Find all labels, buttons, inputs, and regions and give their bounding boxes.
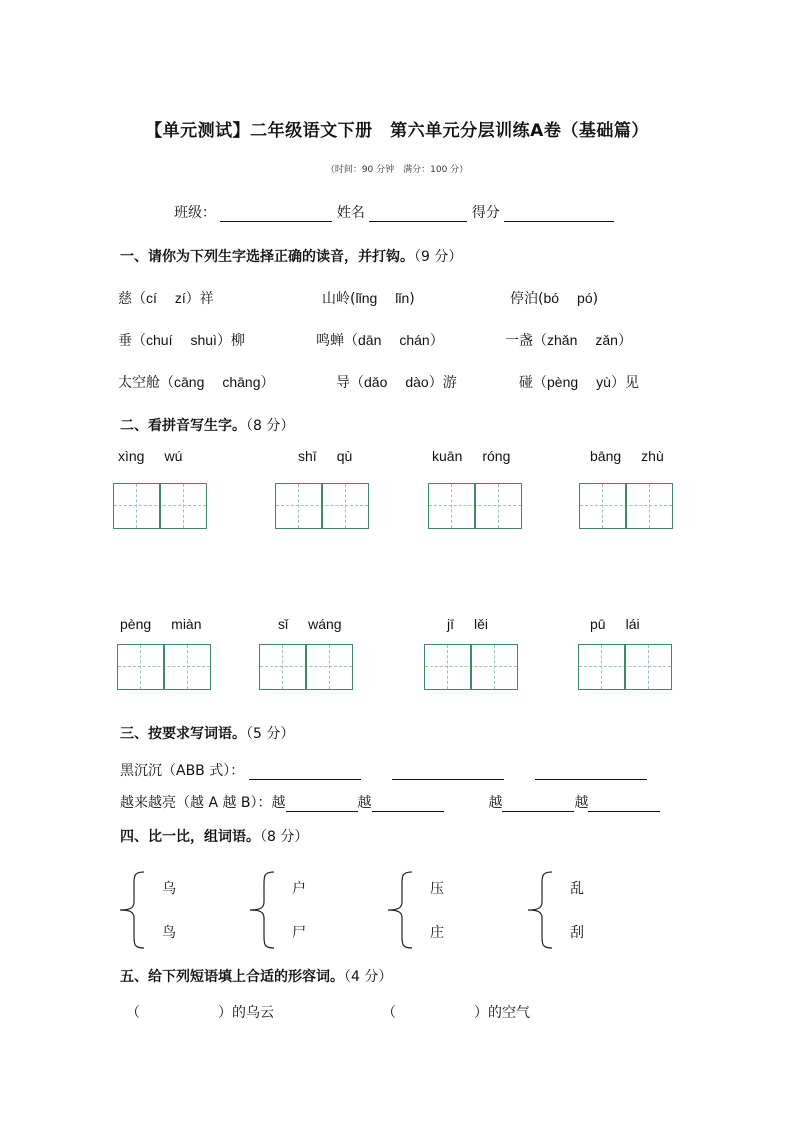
pinyin-option-1[interactable]: pèng <box>547 374 579 390</box>
reading-choice-item <box>336 372 457 392</box>
compare-character: 庄 <box>430 925 444 941</box>
reading-choice-item <box>118 330 245 350</box>
compare-character: 刮 <box>570 925 584 941</box>
section-5-points: （4 分） <box>344 969 393 985</box>
abb-answer-1[interactable] <box>249 765 361 780</box>
writing-grid[interactable] <box>117 644 211 690</box>
section-5-heading <box>120 966 392 986</box>
pinyin-prompt <box>590 616 640 632</box>
item-suffix: ）柳 <box>216 333 245 349</box>
reading-choice-item <box>118 288 214 308</box>
section-1-points: （9 分） <box>414 249 463 265</box>
item-prefix: 停泊( <box>510 291 544 307</box>
pinyin-syllable: jī <box>447 616 454 632</box>
section-5-title: 五、给下列短语填上合适的形容词。 <box>120 969 344 985</box>
pinyin-syllable: zhù <box>641 448 664 464</box>
phrase-text-2: ）的空气 <box>474 1005 530 1021</box>
score-label: 得分 <box>471 205 500 221</box>
item-suffix: ） <box>429 333 444 349</box>
item-suffix: ）见 <box>610 375 639 391</box>
phrase-item <box>382 1002 530 1022</box>
yue-word: 越 <box>271 795 286 811</box>
yue-word: 越 <box>574 795 589 811</box>
pinyin-option-1[interactable]: dān <box>358 332 382 348</box>
pinyin-prompt <box>278 616 342 632</box>
pinyin-option-2[interactable]: zí <box>174 290 186 306</box>
pinyin-syllable: pèng <box>120 616 152 632</box>
left-brace-icon <box>118 870 146 950</box>
section-2-heading <box>120 415 294 435</box>
item-prefix: 慈（ <box>118 291 146 307</box>
reading-choice-item <box>510 288 598 308</box>
yue-prompt: 越来越亮（越 A 越 B）： <box>120 795 272 811</box>
pinyin-option-1[interactable]: cāng <box>174 374 205 390</box>
item-prefix: 山岭( <box>322 291 356 307</box>
pinyin-syllable: qù <box>336 448 353 464</box>
section-2-points: （8 分） <box>246 418 295 434</box>
left-brace-icon <box>248 870 276 950</box>
pinyin-option-1[interactable]: dǎo <box>364 374 388 390</box>
item-suffix: ) <box>592 291 599 307</box>
section-3-points: （5 分） <box>246 726 295 742</box>
section-4-points: （8 分） <box>260 829 309 845</box>
yue-blank-3[interactable] <box>502 797 574 812</box>
exam-info: （时间：90 分钟 满分：100 分） <box>325 165 469 175</box>
abb-prompt: 黑沉沉（ABB 式）： <box>120 763 245 779</box>
yue-blank-4[interactable] <box>588 797 660 812</box>
pinyin-syllable: wú <box>164 448 183 464</box>
writing-grid[interactable] <box>259 644 353 690</box>
compare-character: 乌 <box>162 881 176 897</box>
reading-choice-item <box>505 330 632 350</box>
pinyin-syllable: shī <box>298 448 317 464</box>
section-4-heading <box>120 826 308 846</box>
yue-blank-2[interactable] <box>372 797 444 812</box>
pinyin-option-2[interactable]: chán <box>399 332 430 348</box>
writing-grid[interactable] <box>113 483 207 529</box>
pinyin-option-2[interactable]: chāng <box>222 374 261 390</box>
pinyin-syllable: miàn <box>171 616 202 632</box>
open-paren: （ <box>126 1005 140 1021</box>
yue-blank-1[interactable] <box>286 797 358 812</box>
compare-character: 乱 <box>570 881 584 897</box>
section-3-title: 三、按要求写词语。 <box>120 726 246 742</box>
pinyin-syllable: bāng <box>590 448 622 464</box>
pinyin-syllable: lěi <box>474 616 489 632</box>
reading-choice-item <box>316 330 444 350</box>
pinyin-option-1[interactable]: chuí <box>146 332 173 348</box>
left-brace-icon <box>526 870 554 950</box>
pinyin-prompt <box>298 448 352 464</box>
pinyin-option-2[interactable]: pó <box>577 290 593 306</box>
section-2-title: 二、看拼音写生字。 <box>120 418 246 434</box>
writing-grid[interactable] <box>275 483 369 529</box>
left-brace-icon <box>386 870 414 950</box>
item-prefix: 鸣蝉（ <box>316 333 358 349</box>
writing-grid[interactable] <box>579 483 673 529</box>
pinyin-option-2[interactable]: zǎn <box>595 332 618 348</box>
pinyin-option-2[interactable]: yù <box>596 374 611 390</box>
pinyin-prompt <box>432 448 510 464</box>
item-suffix: ） <box>260 375 275 391</box>
item-prefix: 导（ <box>336 375 364 391</box>
item-prefix: 一盏（ <box>505 333 547 349</box>
reading-choice-item <box>118 372 275 392</box>
pinyin-prompt <box>590 448 664 464</box>
abb-answer-3[interactable] <box>535 765 647 780</box>
item-suffix: ) <box>409 291 415 307</box>
name-field[interactable] <box>369 205 467 222</box>
score-field[interactable] <box>504 205 614 222</box>
pinyin-syllable: lái <box>625 616 640 632</box>
class-field[interactable] <box>220 205 332 222</box>
pinyin-syllable: kuān <box>432 448 463 464</box>
pinyin-syllable: xìng <box>118 448 145 464</box>
writing-grid[interactable] <box>428 483 522 529</box>
name-label: 姓名 <box>336 205 365 221</box>
item-suffix: ） <box>617 333 632 349</box>
item-prefix: 太空舱（ <box>118 375 174 391</box>
phrase-blank-1[interactable] <box>140 1008 218 1022</box>
pinyin-option-1[interactable]: zhǎn <box>547 332 578 348</box>
reading-choice-item <box>519 372 639 392</box>
pinyin-syllable: sǐ <box>278 616 289 632</box>
pinyin-prompt <box>118 448 182 464</box>
page-title: 【单元测试】二年级语文下册 第六单元分层训练A卷（基础篇） <box>145 121 649 141</box>
item-suffix: ）祥 <box>185 291 214 307</box>
phrase-blank-2[interactable] <box>396 1008 474 1022</box>
item-prefix: 垂（ <box>118 333 146 349</box>
reading-choice-item <box>322 288 415 308</box>
pinyin-syllable: pū <box>590 616 606 632</box>
compare-character: 户 <box>292 881 306 897</box>
pinyin-option-1[interactable]: cí <box>146 290 157 306</box>
pinyin-option-1[interactable]: lǐng <box>355 290 378 306</box>
open-paren: （ <box>382 1005 396 1021</box>
pinyin-prompt <box>120 616 202 632</box>
phrase-text-1: ）的乌云 <box>218 1005 274 1021</box>
abb-question <box>120 760 647 780</box>
abb-answer-2[interactable] <box>392 765 504 780</box>
yue-word: 越 <box>488 795 503 811</box>
pinyin-option-2[interactable]: dào <box>405 374 429 390</box>
writing-grid[interactable] <box>424 644 518 690</box>
writing-grid[interactable] <box>578 644 672 690</box>
item-suffix: ）游 <box>428 375 457 391</box>
student-info-line <box>174 202 614 222</box>
section-4-title: 四、比一比，组词语。 <box>120 829 260 845</box>
section-3-heading <box>120 723 294 743</box>
yue-word: 越 <box>357 795 372 811</box>
class-label: 班级： <box>174 205 216 221</box>
pinyin-syllable: wáng <box>308 616 342 632</box>
phrase-item <box>126 1002 274 1022</box>
yue-question <box>120 792 660 812</box>
item-prefix: 碰（ <box>519 375 547 391</box>
pinyin-option-1[interactable]: bó <box>543 290 560 306</box>
section-1-title: 一、请你为下列生字选择正确的读音，并打钩。 <box>120 249 414 265</box>
pinyin-option-2[interactable]: lǐn <box>395 290 410 306</box>
pinyin-option-2[interactable]: shuì <box>190 332 217 348</box>
pinyin-prompt <box>447 616 488 632</box>
compare-character: 压 <box>430 881 444 897</box>
compare-character: 鸟 <box>162 925 176 941</box>
pinyin-syllable: róng <box>482 448 511 464</box>
section-1-heading <box>120 246 462 266</box>
compare-character: 尸 <box>292 925 306 941</box>
